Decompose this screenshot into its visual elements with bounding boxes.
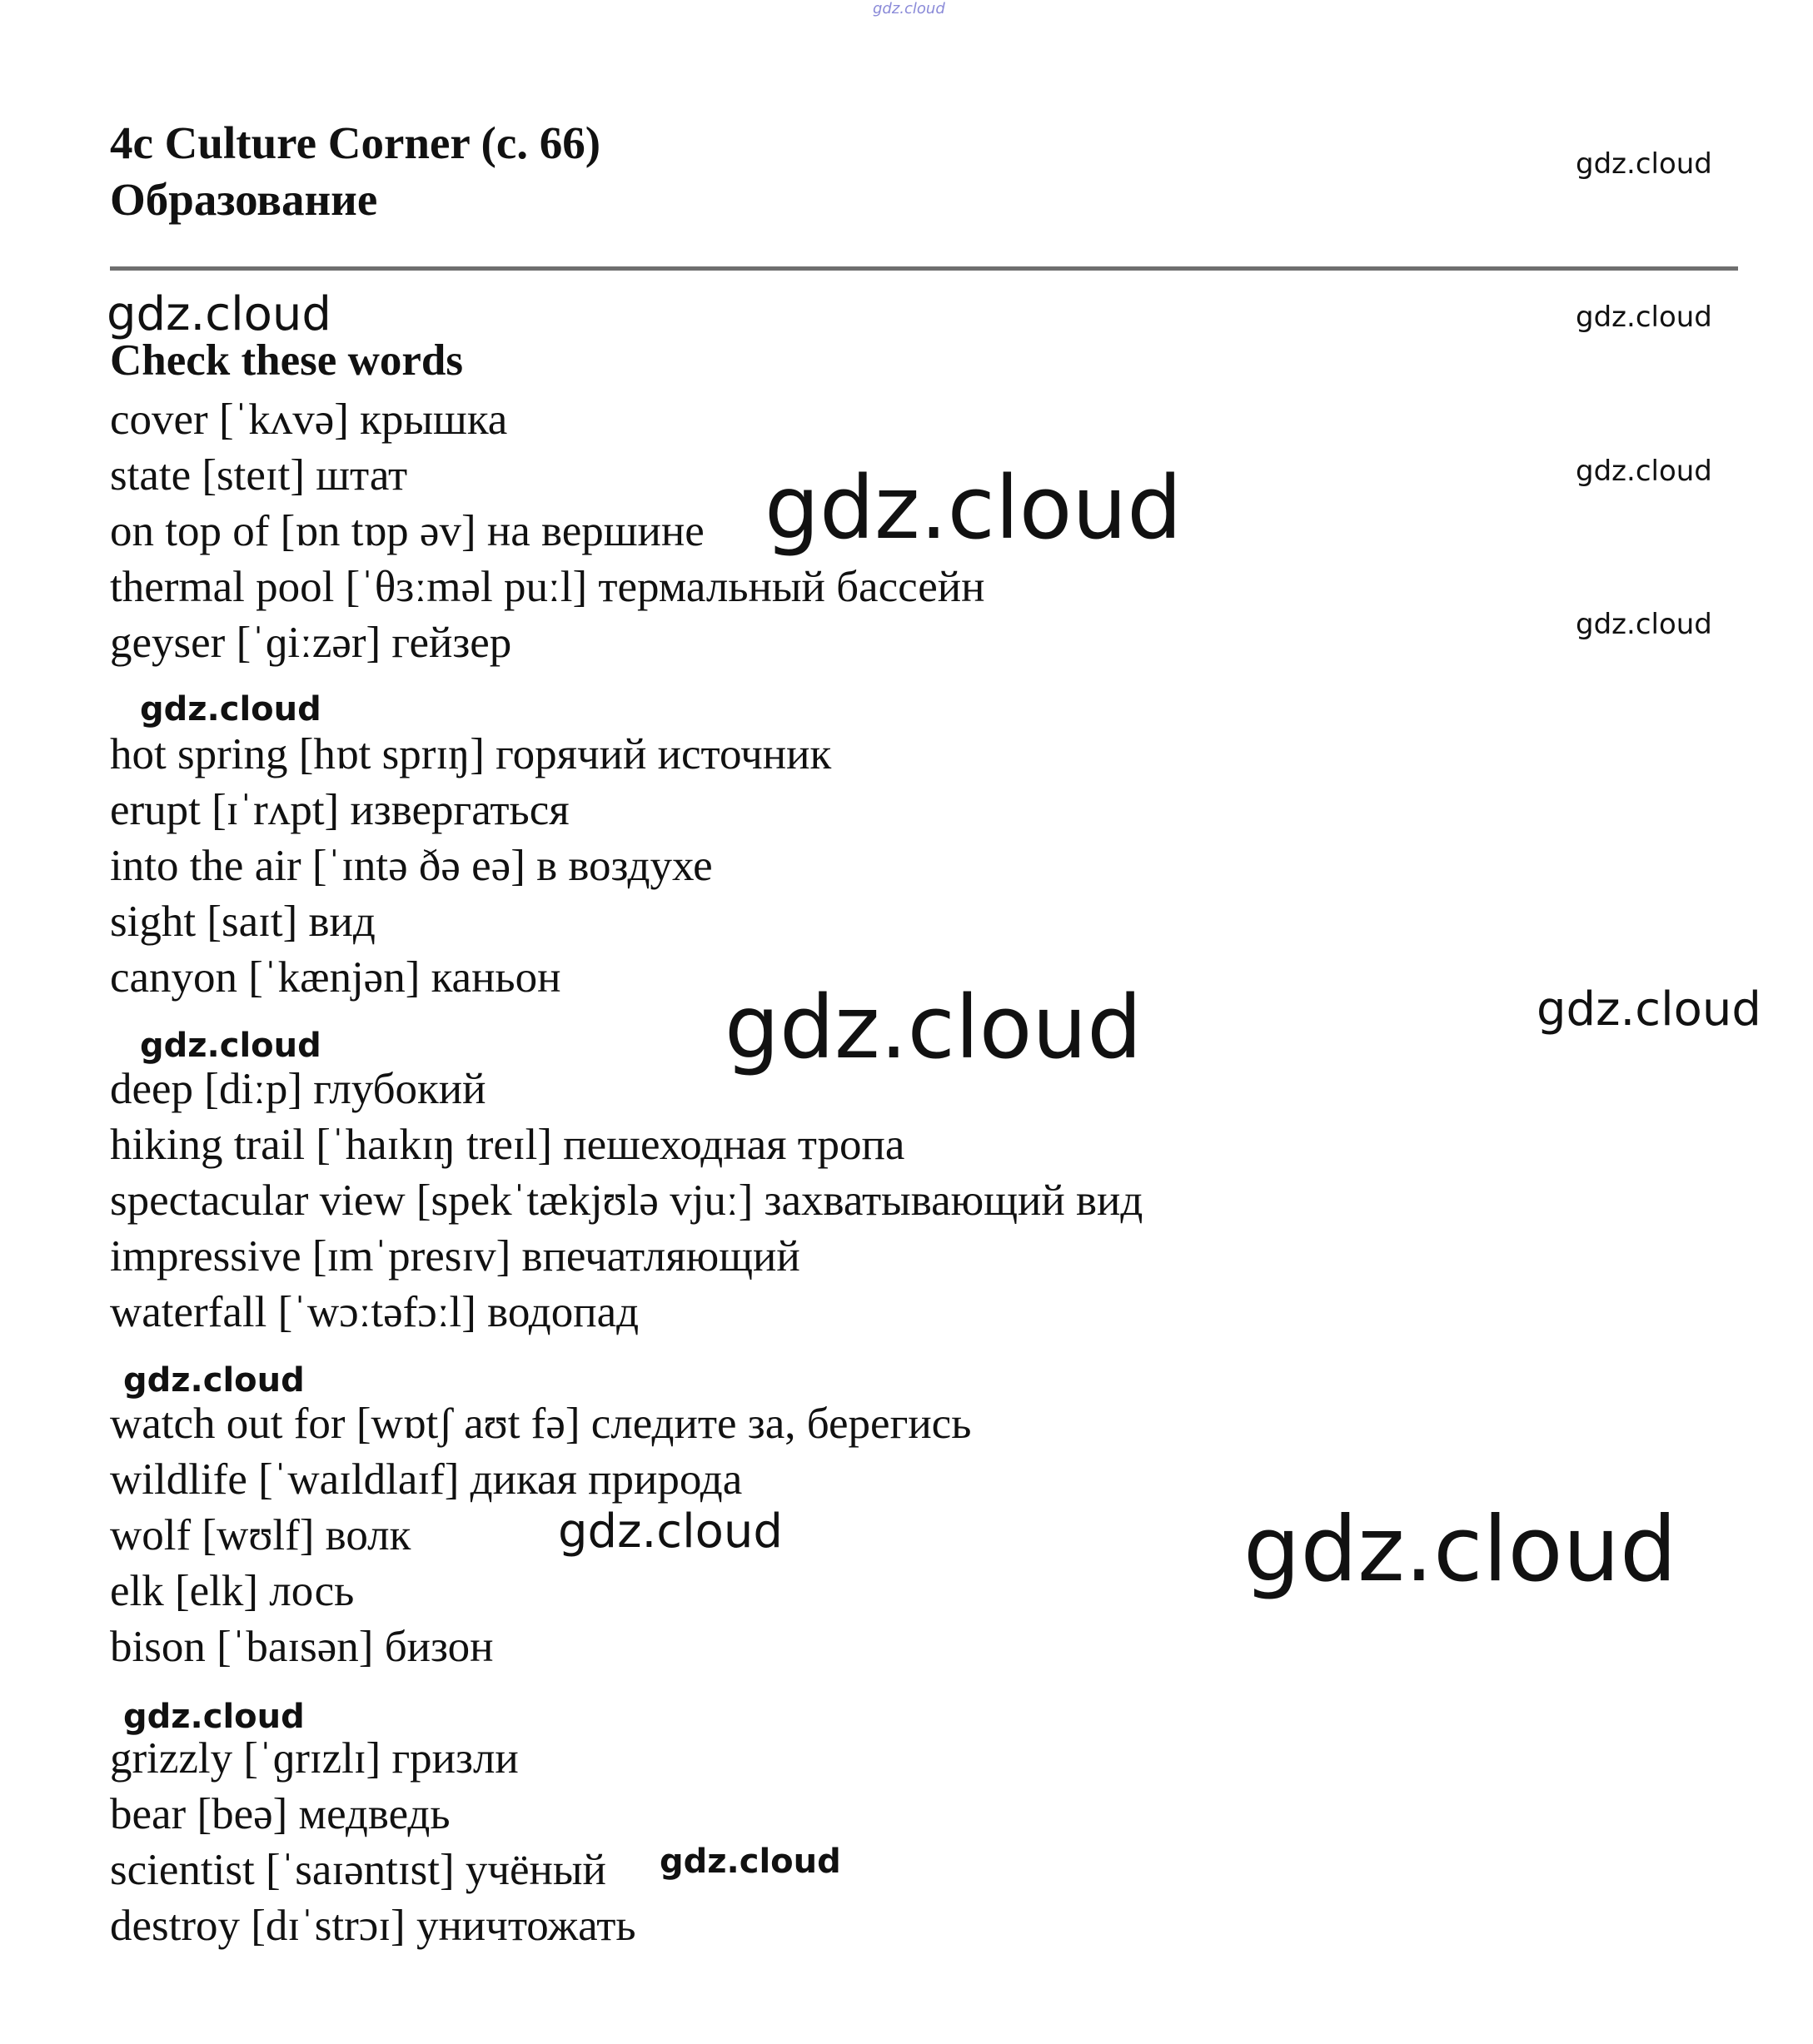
vocab-item: deep [diːp] глубокий <box>110 1065 486 1113</box>
vocab-item: waterfall [ˈwɔːtəfɔːl] водопад <box>110 1288 640 1336</box>
watermark: gdz.cloud <box>660 1843 841 1881</box>
vocab-item: on top of [ɒn tɒp əv] на вершине <box>110 507 705 555</box>
watermark: gdz.cloud <box>765 457 1183 559</box>
divider-rule <box>110 266 1738 271</box>
top-watermark: gdz.cloud <box>873 0 945 17</box>
vocab-item: sight [saɪt] вид <box>110 898 376 946</box>
watermark: gdz.cloud <box>1576 147 1712 181</box>
page-title: 4c Culture Corner (с. 66) <box>110 117 601 168</box>
vocab-item: watch out for [wɒtʃ aʊt fə] следите за, берегись <box>110 1400 972 1448</box>
vocab-item: bear [beə] медведь <box>110 1790 451 1838</box>
vocab-item: wolf [wʊlf] волк <box>110 1511 411 1559</box>
vocab-item: canyon [ˈkænjən] каньон <box>110 953 561 1002</box>
vocab-item: scientist [ˈsaɪəntɪst] учёный <box>110 1846 606 1894</box>
vocab-item: state [steɪt] штат <box>110 451 408 500</box>
vocab-item: elk [elk] лось <box>110 1567 355 1615</box>
watermark: gdz.cloud <box>1576 608 1712 641</box>
vocab-item: hiking trail [ˈhaɪkɪŋ treɪl] пешеходная тропа <box>110 1121 905 1169</box>
vocab-item: bison [ˈbaɪsən] бизон <box>110 1623 494 1671</box>
vocab-item: spectacular view [spekˈtækjʊlə vjuː] захватывающий вид <box>110 1176 1143 1225</box>
watermark: gdz.cloud <box>107 287 331 341</box>
vocab-item: thermal pool [ˈθɜːməl puːl] термальный бассейн <box>110 563 985 611</box>
vocab-item: impressive [ɪmˈpresɪv] впечатляющий <box>110 1232 800 1281</box>
watermark: gdz.cloud <box>123 1698 305 1736</box>
watermark: gdz.cloud <box>123 1361 305 1400</box>
watermark: gdz.cloud <box>1243 1498 1677 1602</box>
vocab-item: grizzly [ˈɡrɪzlɪ] гризли <box>110 1734 519 1783</box>
vocab-item: erupt [ɪˈrʌpt] извергаться <box>110 786 570 834</box>
vocab-item: hot spring [hɒt sprɪŋ] горячий источник <box>110 730 832 778</box>
watermark: gdz.cloud <box>1537 982 1761 1037</box>
watermark: gdz.cloud <box>1576 455 1712 488</box>
watermark: gdz.cloud <box>140 1027 321 1065</box>
watermark: gdz.cloud <box>1576 301 1712 334</box>
watermark: gdz.cloud <box>725 977 1143 1078</box>
vocab-item: destroy [dɪˈstrɔɪ] уничтожать <box>110 1902 636 1950</box>
watermark: gdz.cloud <box>558 1504 783 1559</box>
page-subtitle: Образование <box>110 174 378 225</box>
vocab-item: cover [ˈkʌvə] крышка <box>110 395 508 444</box>
section-heading: Check these words <box>110 336 463 385</box>
watermark: gdz.cloud <box>140 690 321 729</box>
vocab-item: geyser [ˈɡiːzər] гейзер <box>110 619 512 667</box>
vocab-item: wildlife [ˈwaɪldlaɪf] дикая природа <box>110 1455 743 1504</box>
vocab-item: into the air [ˈɪntə ðə eə] в воздухе <box>110 842 713 890</box>
